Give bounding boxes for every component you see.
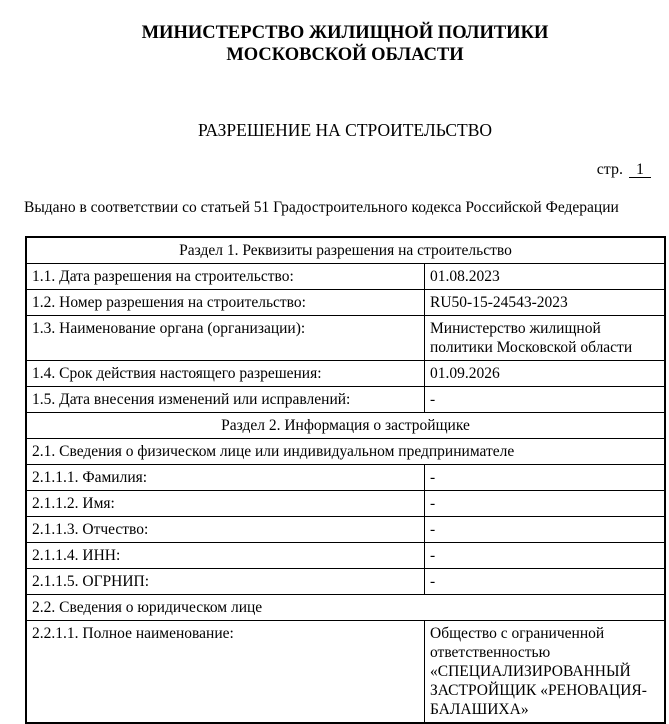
field-label: 1.4. Срок действия настоящего разрешения: [26,361,425,387]
table-row [26,569,665,595]
field-label: 1.5. Дата внесения изменений или исправлений: [26,387,425,413]
permit-table [25,236,666,724]
table-row [26,621,665,724]
field-label: 1.2. Номер разрешения на строительство: [26,290,425,316]
field-value: - [425,491,666,517]
page-label: стр. [596,161,623,178]
field-label: 1.3. Наименование органа (организации): [26,316,425,361]
field-value: - [425,517,666,543]
section-1-heading: Раздел 1. Реквизиты разрешения на строительство [26,237,665,264]
field-value: 01.09.2026 [425,361,666,387]
issued-statement: Выдано в соответствии со статьей 51 Градостроительного кодекса Российской Федерации [24,199,619,216]
page-number-value: 1 [629,162,651,178]
field-value: RU50-15-24543-2023 [425,290,666,316]
field-value: - [425,387,666,413]
field-label: 2.1.1.4. ИНН: [26,543,425,569]
field-value: Общество с ограниченной ответственностью «СПЕЦИАЛИЗИРОВАННЫЙ ЗАСТРОЙЩИК «РЕНОВАЦИЯ-БАЛАШИХА» [425,621,666,724]
table-row [26,413,665,439]
field-label: 2.1.1.1. Фамилия: [26,465,425,491]
subsection-heading: 2.2. Сведения о юридическом лице [26,595,665,621]
field-value: Министерство жилищной политики Московской области [425,316,666,361]
ministry-header-line1: МИНИСТЕРСТВО ЖИЛИЩНОЙ ПОЛИТИКИ [141,23,549,43]
field-label: 2.2.1.1. Полное наименование: [26,621,425,724]
table-row [26,361,665,387]
section-2-heading: Раздел 2. Информация о застройщике [26,413,665,439]
field-value: - [425,465,666,491]
table-row [26,237,665,264]
field-value: 01.08.2023 [425,264,666,290]
table-row [26,290,665,316]
table-row [26,595,665,621]
field-label: 1.1. Дата разрешения на строительство: [26,264,425,290]
field-label: 2.1.1.2. Имя: [26,491,425,517]
field-value: - [425,543,666,569]
table-row [26,543,665,569]
field-label: 2.1.1.3. Отчество: [26,517,425,543]
page-number [597,161,651,179]
subsection-heading: 2.1. Сведения о физическом лице или индивидуальном предпринимателе [26,439,665,465]
table-row [26,517,665,543]
table-row [26,387,665,413]
ministry-header [0,22,669,66]
table-row [26,465,665,491]
field-label: 2.1.1.5. ОГРНИП: [26,569,425,595]
field-value: - [425,569,666,595]
document-title: РАЗРЕШЕНИЕ НА СТРОИТЕЛЬСТВО [197,120,493,140]
table-row [26,439,665,465]
table-row [26,316,665,361]
ministry-header-line2: МОСКОВСКОЙ ОБЛАСТИ [226,45,464,65]
table-row [26,264,665,290]
table-row [26,491,665,517]
